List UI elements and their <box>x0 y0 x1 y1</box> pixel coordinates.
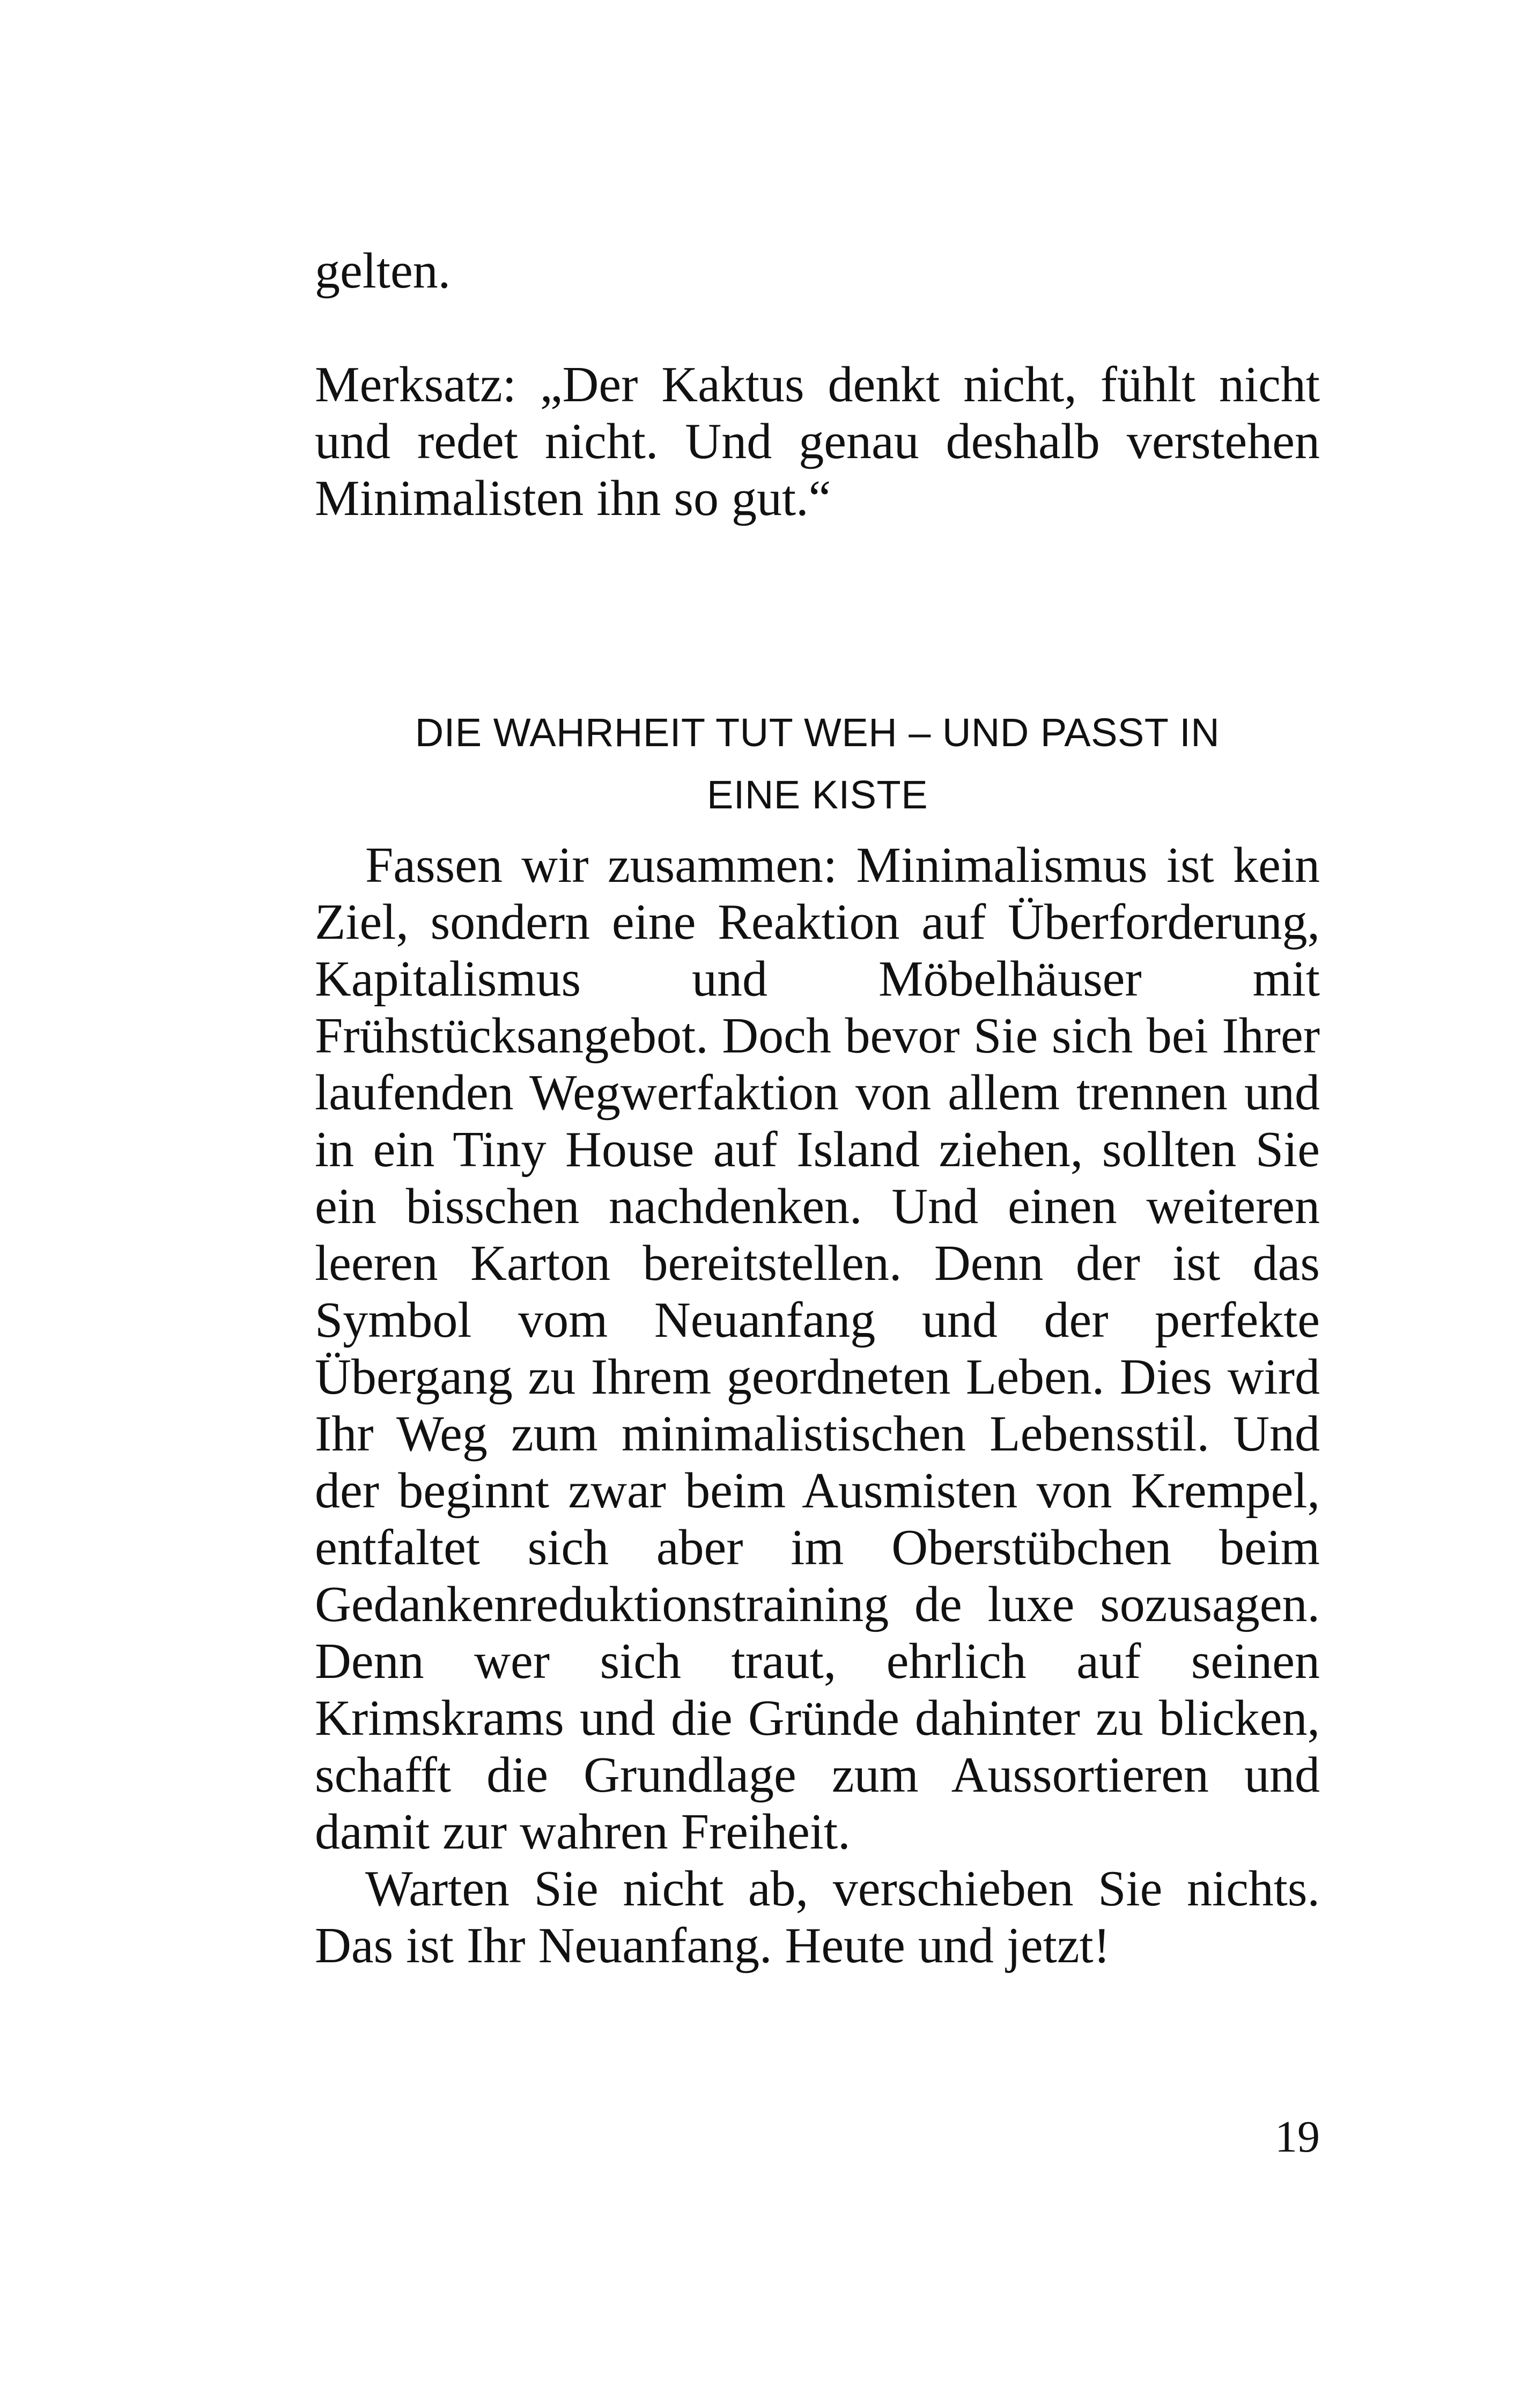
section-heading <box>315 702 1320 826</box>
section-heading-line-2: EINE KISTE <box>706 772 928 817</box>
section-body <box>315 837 1320 1974</box>
body-paragraph-1: Fassen wir zusammen: Minimalismus ist kein Ziel, sondern eine Reaktion auf Überforderung, Kapitalismus und Möbelhäuser mit Frühstücksangebot. Doch bevor Sie sich bei Ihrer laufenden Wegwerfaktion von allem trennen und in ein Tiny House auf Island ziehen, sollten Sie ein bisschen nachdenken. Und einen weiteren leeren Karton bereitstellen. Denn der ist das Symbol vom Neuanfang und der perfekte Übergang zu Ihrem geordneten Leben. Dies wird Ihr Weg zum minimalistischen Lebensstil. Und der beginnt zwar beim Ausmisten von Krempel, entfaltet sich aber im Oberstübchen beim Gedankenreduktionstraining de luxe sozusagen. Denn wer sich traut, ehrlich auf seinen Krimskrams und die Gründe dahinter zu blicken, schafft die Grundlage zum Aussortieren und damit zur wahren Freiheit. <box>315 837 1320 1860</box>
carryover-text: gelten. <box>315 243 451 299</box>
merksatz-paragraph: Merksatz: „Der Kaktus denkt nicht, fühlt nicht und redet nicht. Und genau deshalb verstehen Minimalisten ihn so gut.“ <box>315 357 1320 526</box>
page-number: 19 <box>1275 2112 1320 2162</box>
body-paragraph-2: Warten Sie nicht ab, verschieben Sie nichts. Das ist Ihr Neuanfang. Heute und jetzt! <box>315 1861 1320 1973</box>
section-heading-line-1: DIE WAHRHEIT TUT WEH – UND PASST IN <box>415 710 1220 755</box>
